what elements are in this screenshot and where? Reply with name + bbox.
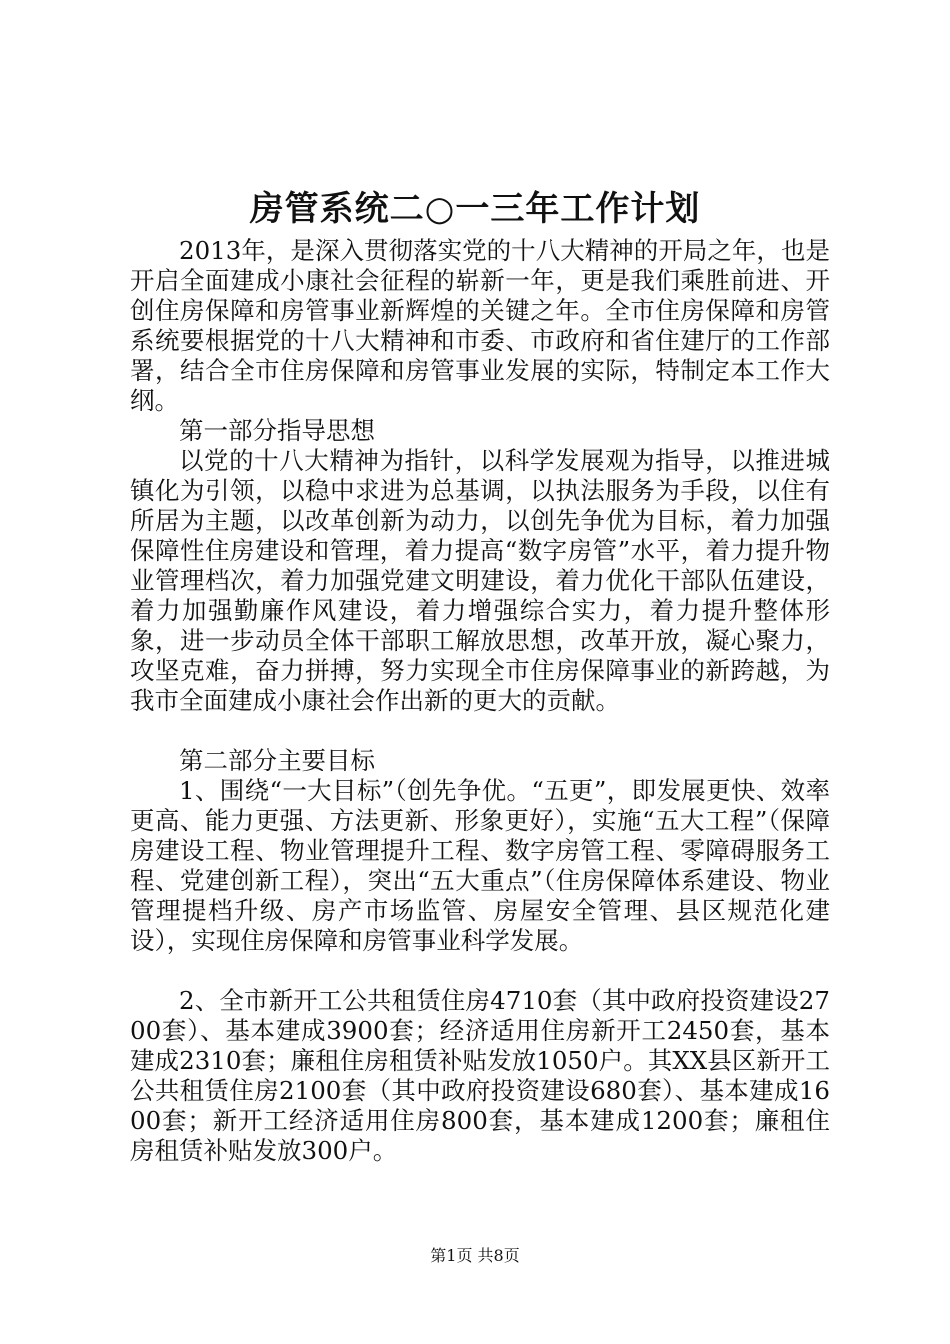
document-body bbox=[130, 236, 830, 1166]
part1-paragraph: 以党的十八大精神为指针，以科学发展观为指导，以推进城镇化为引领，以稳中求进为总基调，以执法服务为手段，以住有所居为主题，以改革创新为动力，以创先争优为目标，着力加强保障性住房建设和管理，着力提高“数字房管”水平，着力提升物业管理档次，着力加强党建文明建设，着力优化干部队伍建设，着力加强勤廉作风建设，着力增强综合实力，着力提升整体形象，进一步动员全体干部职工解放思想，改革开放，凝心聚力，攻坚克难，奋力拼搏，努力实现全市住房保障事业的新跨越，为我市全面建成小康社会作出新的更大的贡献。 bbox=[130, 446, 830, 715]
document-title: 房管系统二○一三年工作计划 bbox=[249, 189, 701, 229]
intro-paragraph: 2013年，是深入贯彻落实党的十八大精神的开局之年，也是开启全面建成小康社会征程的崭新一年，更是我们乘胜前进、开创住房保障和房管事业新辉煌的关键之年。全市住房保障和房管系统要根据党的十八大精神和市委、市政府和省住建厅的工作部署，结合全市住房保障和房管事业发展的实际，特制定本工作大纲。 bbox=[130, 236, 830, 415]
part1-heading: 第一部分指导思想 bbox=[179, 416, 375, 445]
part2-item2-paragraph: 2、全市新开工公共租赁住房4710套（其中政府投资建设2700套）、基本建成3900套；经济适用住房新开工2450套，基本建成2310套；廉租住房租赁补贴发放1050户。其XX县区新开工公共租赁住房2100套（其中政府投资建设680套）、基本建成1600套；新开工经济适用住房800套，基本建成1200套；廉租住房租赁补贴发放300户。 bbox=[130, 986, 830, 1165]
paragraph-gap bbox=[130, 956, 830, 986]
page-footer: 第1页 共8页 bbox=[430, 1246, 520, 1265]
paragraph-gap bbox=[130, 716, 830, 746]
part2-item1-paragraph: 1、围绕“一大目标”（创先争优。“五更”，即发展更快、效率更高、能力更强、方法更新、形象更好），实施“五大工程”（保障房建设工程、物业管理提升工程、数字房管工程、零障碍服务工程、党建创新工程），突出“五大重点”（住房保障体系建设、物业管理提档升级、房产市场监管、房屋安全管理、县区规范化建设），实现住房保障和房管事业科学发展。 bbox=[130, 776, 830, 955]
part2-heading: 第二部分主要目标 bbox=[179, 746, 375, 775]
